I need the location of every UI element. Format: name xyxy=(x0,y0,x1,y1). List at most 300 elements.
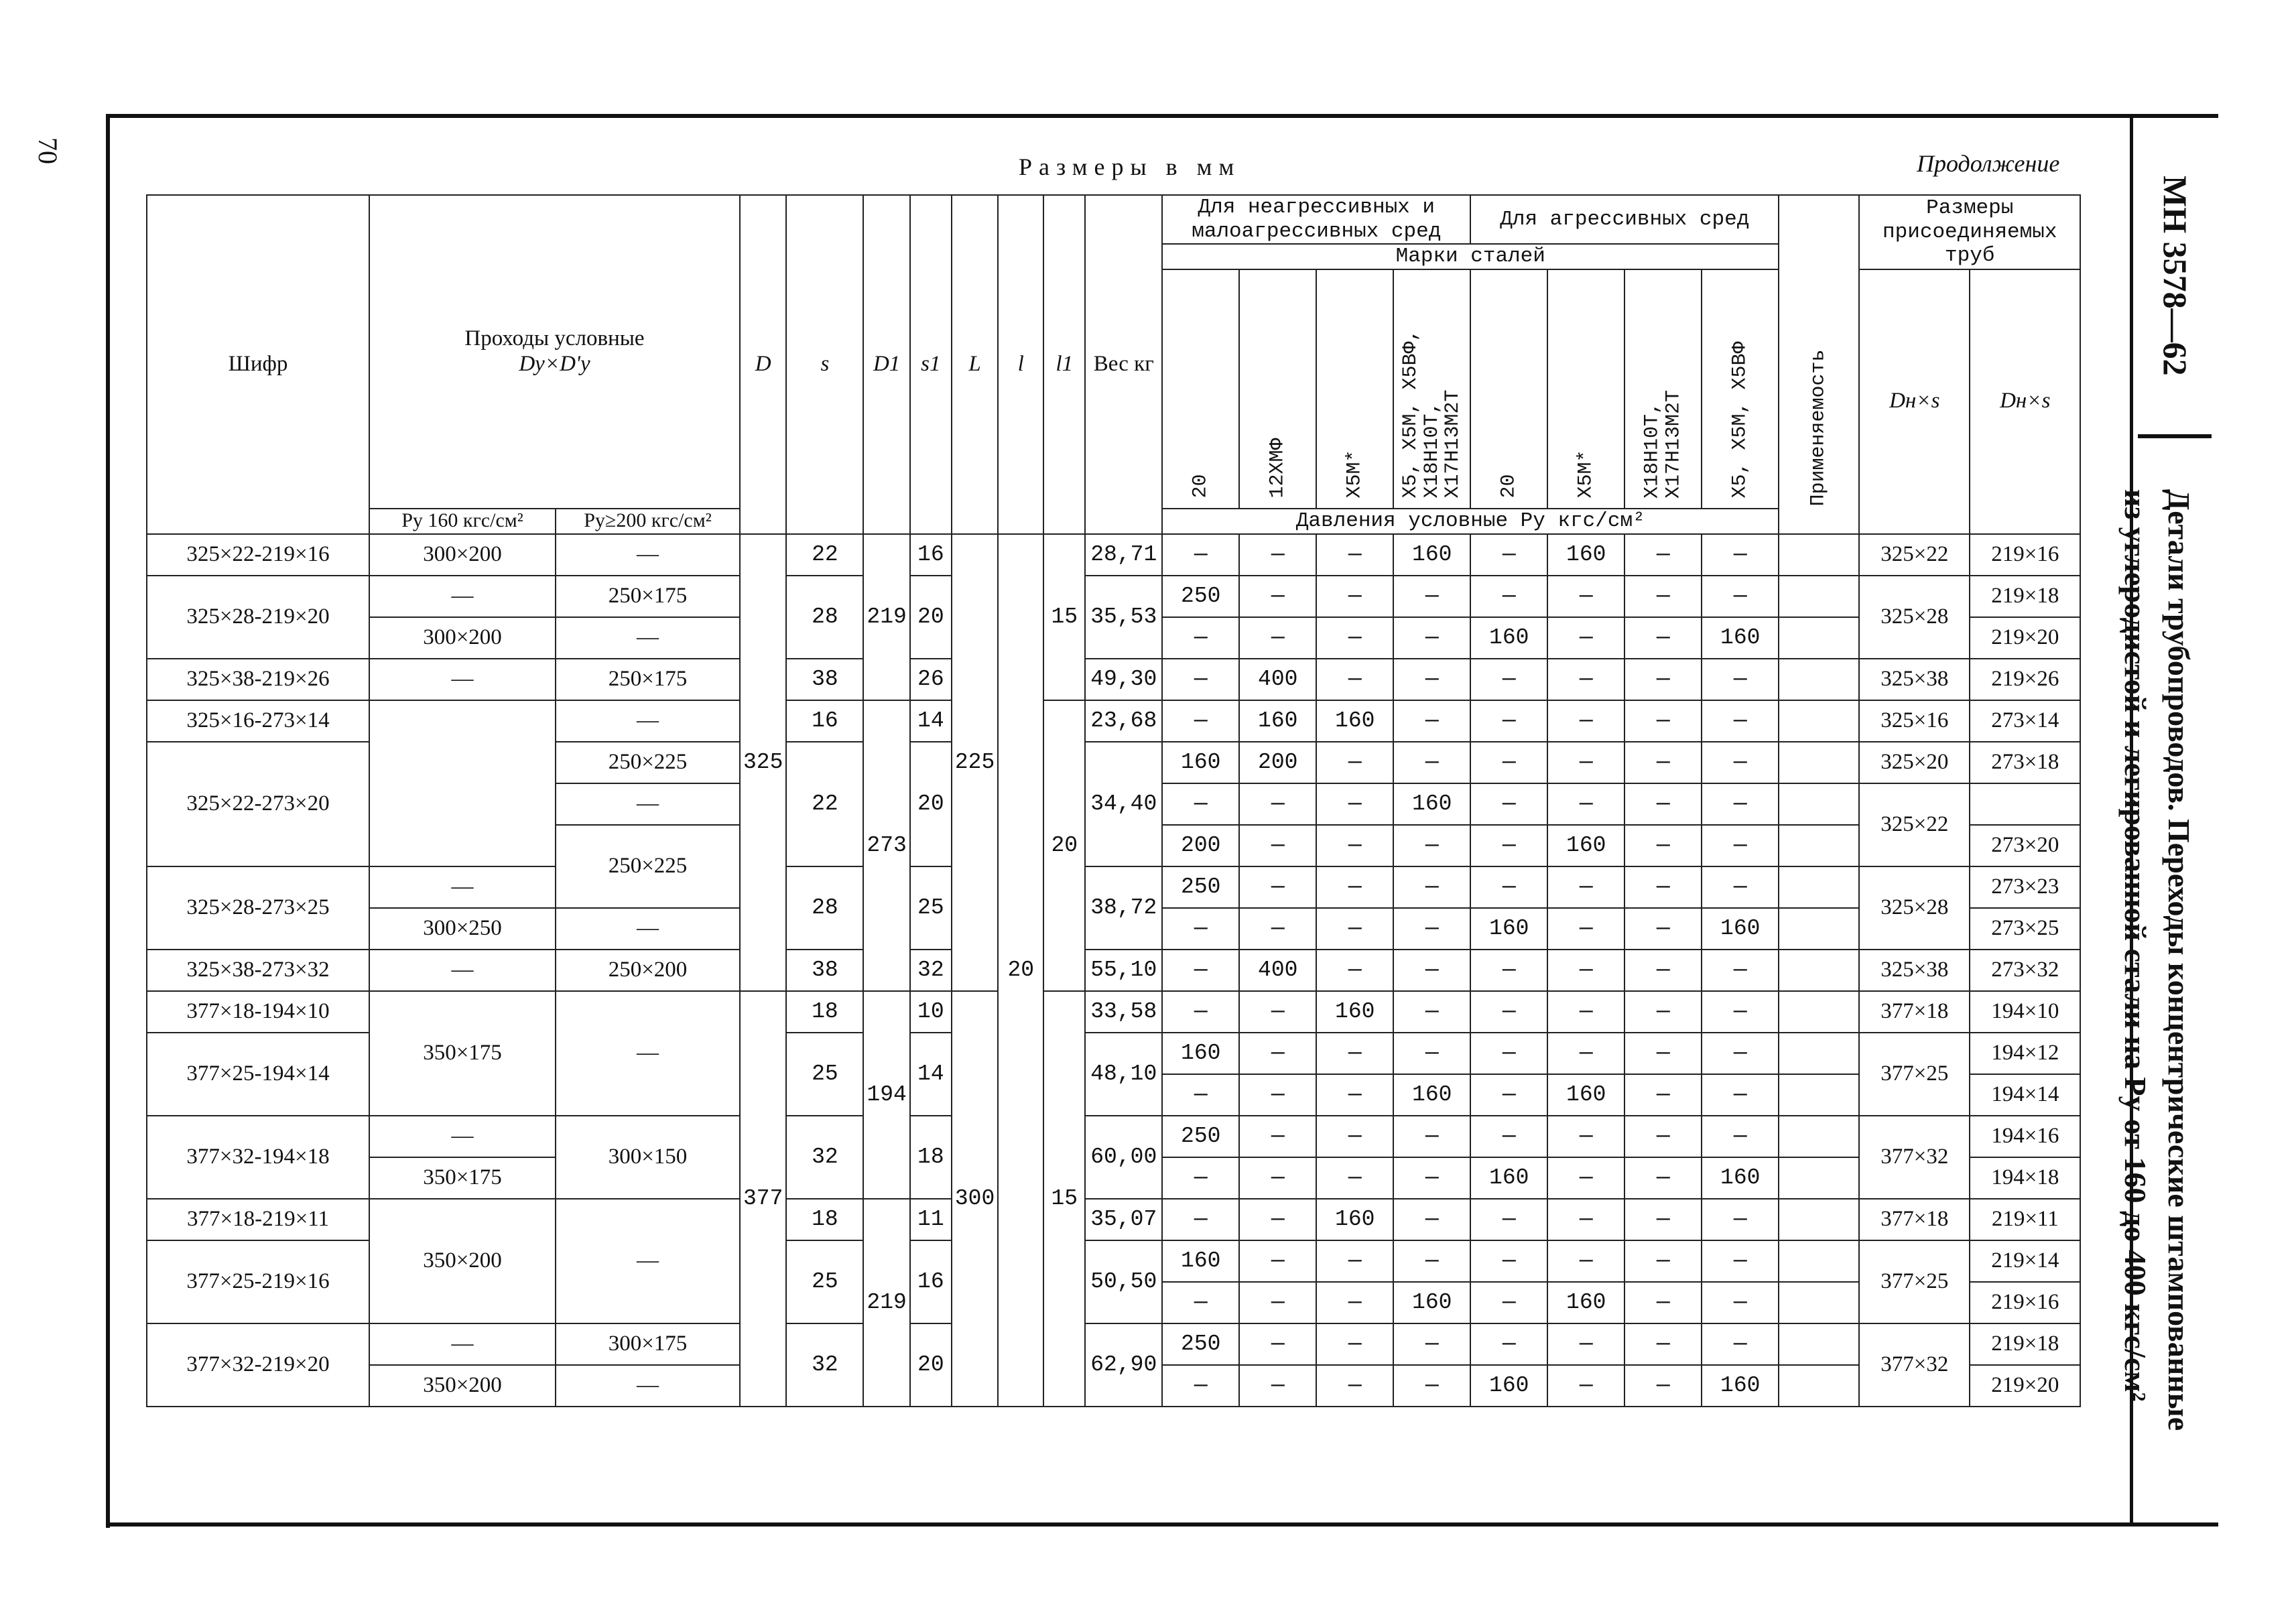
pressure-cell: — xyxy=(1239,783,1316,825)
dimension-l1-cell: 15 xyxy=(1043,991,1085,1407)
pressure-cell: — xyxy=(1624,534,1702,576)
pressure-cell: — xyxy=(1470,1116,1547,1157)
cipher-cell: 325×28-273×25 xyxy=(147,866,369,950)
connected-pipe-small-cell: 219×20 xyxy=(1970,1365,2080,1407)
grade-header-x5m-nonaggr: Х5М* xyxy=(1316,269,1393,509)
cipher-cell: 377×18-194×10 xyxy=(147,991,369,1033)
pressure-cell: — xyxy=(1393,825,1470,866)
pressure-cell: — xyxy=(1393,1240,1470,1282)
pressure-cell: — xyxy=(1393,700,1470,742)
passage-py200-cell: — xyxy=(556,700,740,742)
connected-pipe-small-cell: 194×16 xyxy=(1970,1116,2080,1157)
pressure-cell: 160 xyxy=(1702,908,1779,950)
pressure-cell: — xyxy=(1162,1074,1239,1116)
pressure-cell: — xyxy=(1624,866,1702,908)
connected-pipe-small-cell: 194×12 xyxy=(1970,1033,2080,1074)
dimension-D-cell: 325 xyxy=(740,534,786,991)
pressure-cell: — xyxy=(1239,1240,1316,1282)
applicability-cell xyxy=(1779,1365,1859,1407)
cipher-cell: 325×22-273×20 xyxy=(147,742,369,866)
applicability-cell xyxy=(1779,534,1859,576)
applicability-cell xyxy=(1779,700,1859,742)
document-title-line2: из углеродистой и легированной стали на Pу от 160 до 400 кгс/см² xyxy=(2118,489,2153,1402)
table-row xyxy=(147,991,2080,1033)
cipher-cell: 377×25-219×16 xyxy=(147,1240,369,1323)
pressure-cell: — xyxy=(1162,950,1239,991)
dimension-s1-cell: 26 xyxy=(910,659,952,700)
dimension-s-cell: 38 xyxy=(786,659,863,700)
pressure-cell: — xyxy=(1316,659,1393,700)
frame-bottom-border xyxy=(107,1522,2218,1527)
header-l: l xyxy=(998,195,1043,534)
applicability-cell xyxy=(1779,1074,1859,1116)
pressure-cell: 200 xyxy=(1162,825,1239,866)
dimension-s1-cell: 20 xyxy=(910,576,952,659)
cipher-cell: 377×32-219×20 xyxy=(147,1323,369,1407)
strip-separator xyxy=(2138,434,2212,438)
pressure-cell: 160 xyxy=(1547,534,1624,576)
frame-top-border xyxy=(107,114,2218,118)
passage-py200-cell: 250×225 xyxy=(556,742,740,783)
connected-pipe-large-cell: 325×38 xyxy=(1859,659,1970,700)
weight-cell: 35,07 xyxy=(1085,1199,1162,1240)
dimension-s-cell: 32 xyxy=(786,1323,863,1407)
dimension-D-cell: 377 xyxy=(740,991,786,1407)
cipher-cell: 325×16-273×14 xyxy=(147,700,369,742)
connected-pipe-large-cell: 325×22 xyxy=(1859,534,1970,576)
pressure-cell: — xyxy=(1624,576,1702,617)
pressure-cell: — xyxy=(1239,1074,1316,1116)
pressure-cell: — xyxy=(1470,742,1547,783)
dimension-L-cell: 225 xyxy=(952,534,998,991)
passage-py200-cell: 250×225 xyxy=(556,825,740,908)
pressure-cell: — xyxy=(1547,659,1624,700)
passage-py160-cell: 300×250 xyxy=(369,908,556,950)
dimension-s-cell: 25 xyxy=(786,1240,863,1323)
pressure-cell: — xyxy=(1624,950,1702,991)
connected-pipe-small-cell: 273×32 xyxy=(1970,950,2080,991)
applicability-cell xyxy=(1779,576,1859,617)
pressure-cell: — xyxy=(1702,1116,1779,1157)
header-non-aggressive: Для неагрессивных и малоагрессивных сред xyxy=(1162,195,1470,244)
weight-cell: 33,58 xyxy=(1085,991,1162,1033)
dimension-l1-cell: 20 xyxy=(1043,700,1085,991)
cipher-cell: 325×38-219×26 xyxy=(147,659,369,700)
dimension-s-cell: 25 xyxy=(786,1033,863,1116)
pressure-cell: — xyxy=(1316,950,1393,991)
pressure-cell: — xyxy=(1162,534,1239,576)
grade-header-12hmf: 12ХМФ xyxy=(1239,269,1316,509)
passage-py160-cell: 350×175 xyxy=(369,1157,556,1199)
pressure-cell: 160 xyxy=(1162,1240,1239,1282)
header-s: s xyxy=(786,195,863,534)
dimension-s-cell: 22 xyxy=(786,742,863,866)
dimension-s-cell: 28 xyxy=(786,576,863,659)
pressure-cell: — xyxy=(1239,1157,1316,1199)
applicability-cell xyxy=(1779,950,1859,991)
connected-pipe-large-cell: 325×22 xyxy=(1859,783,1970,866)
cipher-cell: 325×28-219×20 xyxy=(147,576,369,659)
applicability-cell xyxy=(1779,1323,1859,1365)
pressure-cell: — xyxy=(1393,576,1470,617)
table-row xyxy=(147,1323,2080,1365)
pressure-cell: — xyxy=(1239,825,1316,866)
pressure-cell: — xyxy=(1239,1116,1316,1157)
table-row xyxy=(147,866,2080,908)
header-applicability: Применяемость xyxy=(1779,195,1859,534)
header-steel-grades: Марки сталей xyxy=(1162,244,1779,269)
pressure-cell: — xyxy=(1316,1033,1393,1074)
pressure-cell: — xyxy=(1702,866,1779,908)
frame-left-border xyxy=(106,114,110,1528)
dimension-D1-cell: 273 xyxy=(863,700,909,991)
passage-py200-cell: — xyxy=(556,617,740,659)
dimension-s1-cell: 16 xyxy=(910,534,952,576)
pressure-cell: 160 xyxy=(1702,617,1779,659)
connected-pipe-large-cell: 377×18 xyxy=(1859,1199,1970,1240)
pressure-cell: — xyxy=(1470,1240,1547,1282)
dimension-s1-cell: 25 xyxy=(910,866,952,950)
applicability-cell xyxy=(1779,1116,1859,1157)
pressure-cell: — xyxy=(1162,617,1239,659)
grade-header-x5m-aggr: Х5М* xyxy=(1547,269,1624,509)
connected-pipe-small-cell: 219×14 xyxy=(1970,1240,2080,1282)
header-weight: Вес кг xyxy=(1085,195,1162,534)
applicability-cell xyxy=(1779,742,1859,783)
pressure-cell: 250 xyxy=(1162,576,1239,617)
pressure-cell: — xyxy=(1702,783,1779,825)
weight-cell: 34,40 xyxy=(1085,742,1162,866)
pressure-cell: — xyxy=(1702,534,1779,576)
connected-pipe-small-cell: 219×16 xyxy=(1970,1282,2080,1323)
page-number: 70 xyxy=(33,137,63,164)
pressure-cell: — xyxy=(1239,576,1316,617)
pressure-cell: — xyxy=(1470,783,1547,825)
passage-py160-cell: 300×200 xyxy=(369,534,556,576)
pressure-cell: — xyxy=(1316,1282,1393,1323)
passage-py160-cell: — xyxy=(369,659,556,700)
pressure-cell: — xyxy=(1547,866,1624,908)
pressure-cell: 160 xyxy=(1470,908,1547,950)
weight-cell: 28,71 xyxy=(1085,534,1162,576)
connected-pipe-large-cell: 325×16 xyxy=(1859,700,1970,742)
pressure-cell: — xyxy=(1162,1157,1239,1199)
connected-pipe-large-cell: 325×28 xyxy=(1859,576,1970,659)
table-row xyxy=(147,534,2080,576)
passage-py200-cell: 300×150 xyxy=(556,1116,740,1199)
document-title-line1: Детали трубопроводов. Переходы концентрические штампованные xyxy=(2162,489,2196,1431)
applicability-cell xyxy=(1779,1199,1859,1240)
pressure-cell: — xyxy=(1624,1199,1702,1240)
connected-pipe-small-cell: 219×18 xyxy=(1970,1323,2080,1365)
pressure-cell: 160 xyxy=(1393,783,1470,825)
pressure-cell: — xyxy=(1702,1033,1779,1074)
dimension-s1-cell: 32 xyxy=(910,950,952,991)
table-row xyxy=(147,1199,2080,1240)
dimension-s1-cell: 20 xyxy=(910,1323,952,1407)
pressure-cell: — xyxy=(1162,991,1239,1033)
passage-py200-cell: — xyxy=(556,1199,740,1323)
passage-py200-cell: 300×175 xyxy=(556,1323,740,1365)
pressure-cell: — xyxy=(1162,659,1239,700)
dimension-s-cell: 38 xyxy=(786,950,863,991)
connected-pipe-large-cell: 325×20 xyxy=(1859,742,1970,783)
pressure-cell: — xyxy=(1393,1157,1470,1199)
connected-pipe-small-cell: 273×18 xyxy=(1970,742,2080,783)
pressure-cell: 160 xyxy=(1547,1282,1624,1323)
connected-pipe-small-cell: 273×25 xyxy=(1970,908,2080,950)
cipher-cell: 377×18-219×11 xyxy=(147,1199,369,1240)
pressure-cell: — xyxy=(1239,617,1316,659)
connected-pipe-large-cell: 377×32 xyxy=(1859,1323,1970,1407)
table-row xyxy=(147,1116,2080,1157)
grade-header-x5-group-nonaggr: Х5, Х5М, Х5ВФ, Х18Н10Т, Х17Н13М2Т xyxy=(1393,269,1470,509)
pressure-cell: — xyxy=(1470,1199,1547,1240)
passage-py160-cell: — xyxy=(369,576,556,617)
pressure-cell: — xyxy=(1162,1199,1239,1240)
header-dn-s-right: Dн×s xyxy=(1970,269,2080,534)
spec-table xyxy=(146,194,2081,1407)
pressure-cell: — xyxy=(1624,1240,1702,1282)
connected-pipe-small-cell: 219×26 xyxy=(1970,659,2080,700)
header-l1: l1 xyxy=(1043,195,1085,534)
passage-py200-cell: — xyxy=(556,783,740,825)
pressure-cell: 160 xyxy=(1316,700,1393,742)
pressure-cell: — xyxy=(1547,1365,1624,1407)
dimension-s1-cell: 14 xyxy=(910,700,952,742)
pressure-cell: — xyxy=(1316,908,1393,950)
weight-cell: 49,30 xyxy=(1085,659,1162,700)
connected-pipe-small-cell: 194×14 xyxy=(1970,1074,2080,1116)
pressure-cell: — xyxy=(1702,576,1779,617)
pressure-cell: — xyxy=(1393,950,1470,991)
pressure-cell: — xyxy=(1393,742,1470,783)
applicability-cell xyxy=(1779,1240,1859,1282)
pressure-cell: — xyxy=(1702,659,1779,700)
pressure-cell: — xyxy=(1316,617,1393,659)
pressure-cell: — xyxy=(1624,742,1702,783)
passage-py200-cell: 250×175 xyxy=(556,659,740,700)
dimension-L-cell: 300 xyxy=(952,991,998,1407)
pressure-cell: — xyxy=(1547,991,1624,1033)
dimension-s-cell: 28 xyxy=(786,866,863,950)
connected-pipe-small-cell: 273×23 xyxy=(1970,866,2080,908)
pressure-cell: — xyxy=(1393,1365,1470,1407)
pressure-cell: — xyxy=(1547,1116,1624,1157)
pressure-cell: — xyxy=(1470,1323,1547,1365)
pressure-cell: — xyxy=(1470,659,1547,700)
pressure-cell: — xyxy=(1624,825,1702,866)
pressure-cell: — xyxy=(1470,576,1547,617)
pressure-cell: 160 xyxy=(1239,700,1316,742)
applicability-cell xyxy=(1779,1033,1859,1074)
pressure-cell: — xyxy=(1316,825,1393,866)
pressure-cell: — xyxy=(1624,991,1702,1033)
weight-cell: 35,53 xyxy=(1085,576,1162,659)
pressure-cell: — xyxy=(1239,1199,1316,1240)
cipher-cell: 377×25-194×14 xyxy=(147,1033,369,1116)
connected-pipe-small-cell: 194×18 xyxy=(1970,1157,2080,1199)
pressure-cell: — xyxy=(1470,534,1547,576)
pressure-cell: — xyxy=(1393,1116,1470,1157)
pressure-cell: — xyxy=(1393,659,1470,700)
passage-py200-cell: 250×200 xyxy=(556,950,740,991)
passage-py200-cell: 250×175 xyxy=(556,576,740,617)
pressure-cell: — xyxy=(1547,576,1624,617)
grade-header-x5-group-aggr: Х5, Х5М, Х5ВФ xyxy=(1702,269,1779,509)
connected-pipe-small-cell: 219×11 xyxy=(1970,1199,2080,1240)
applicability-cell xyxy=(1779,825,1859,866)
applicability-cell xyxy=(1779,783,1859,825)
size-unit-note: Размеры в мм xyxy=(1019,153,1241,180)
passage-py160-cell: — xyxy=(369,1323,556,1365)
pressure-cell: — xyxy=(1547,1240,1624,1282)
pressure-cell: — xyxy=(1547,783,1624,825)
standard-number: МН 3578—62 xyxy=(2157,176,2194,376)
pressure-cell: — xyxy=(1316,576,1393,617)
pressure-cell: — xyxy=(1624,700,1702,742)
applicability-cell xyxy=(1779,866,1859,908)
weight-cell: 50,50 xyxy=(1085,1240,1162,1323)
passage-py200-cell: — xyxy=(556,908,740,950)
dimension-s1-cell: 18 xyxy=(910,1116,952,1199)
pressure-cell: — xyxy=(1316,1240,1393,1282)
pressure-cell: — xyxy=(1393,1199,1470,1240)
pressure-cell: — xyxy=(1162,1365,1239,1407)
pressure-cell: — xyxy=(1316,866,1393,908)
header-aggressive: Для агрессивных сред xyxy=(1470,195,1779,244)
pressure-cell: — xyxy=(1702,1323,1779,1365)
passage-py160-cell: — xyxy=(369,1116,556,1157)
connected-pipe-large-cell: 325×28 xyxy=(1859,866,1970,950)
pressure-cell: 160 xyxy=(1393,1074,1470,1116)
pressure-cell: — xyxy=(1624,617,1702,659)
cipher-cell: 325×22-219×16 xyxy=(147,534,369,576)
pressure-cell: — xyxy=(1547,950,1624,991)
connected-pipe-large-cell: 377×18 xyxy=(1859,991,1970,1033)
pressure-cell: 160 xyxy=(1316,991,1393,1033)
weight-cell: 62,90 xyxy=(1085,1323,1162,1407)
passage-py160-cell: — xyxy=(369,950,556,991)
connected-pipe-small-cell: 273×20 xyxy=(1970,825,2080,866)
pressure-cell: — xyxy=(1547,1199,1624,1240)
pressure-cell: — xyxy=(1702,1199,1779,1240)
pressure-cell: — xyxy=(1702,1240,1779,1282)
pressure-cell: — xyxy=(1162,1282,1239,1323)
dimension-s-cell: 32 xyxy=(786,1116,863,1199)
pressure-cell: 160 xyxy=(1393,1282,1470,1323)
pressure-cell: 160 xyxy=(1702,1365,1779,1407)
grade-header-20-nonaggr: 20 xyxy=(1162,269,1239,509)
passage-py160-cell: 350×200 xyxy=(369,1199,556,1323)
pressure-cell: — xyxy=(1470,1282,1547,1323)
grade-header-20-aggr: 20 xyxy=(1470,269,1547,509)
pressure-cell: — xyxy=(1702,950,1779,991)
weight-cell: 48,10 xyxy=(1085,1033,1162,1116)
pressure-cell: — xyxy=(1316,783,1393,825)
pressure-cell: — xyxy=(1547,700,1624,742)
pressure-cell: 160 xyxy=(1393,534,1470,576)
pressure-cell: 160 xyxy=(1547,1074,1624,1116)
cipher-cell: 377×32-194×18 xyxy=(147,1116,369,1199)
connected-pipe-small-cell: 219×20 xyxy=(1970,617,2080,659)
weight-cell: 60,00 xyxy=(1085,1116,1162,1199)
pressure-cell: 160 xyxy=(1162,742,1239,783)
pressure-cell: — xyxy=(1393,866,1470,908)
dimension-l1-cell: 15 xyxy=(1043,534,1085,700)
passage-py160-cell xyxy=(369,700,556,866)
pressure-cell: 250 xyxy=(1162,1323,1239,1365)
cipher-cell: 325×38-273×32 xyxy=(147,950,369,991)
applicability-cell xyxy=(1779,908,1859,950)
pressure-cell: — xyxy=(1316,534,1393,576)
connected-pipe-small-cell: 273×14 xyxy=(1970,700,2080,742)
pressure-cell: 160 xyxy=(1470,1365,1547,1407)
pressure-cell: — xyxy=(1624,1033,1702,1074)
pressure-cell: — xyxy=(1239,534,1316,576)
pressure-cell: 160 xyxy=(1470,1157,1547,1199)
table-row xyxy=(147,576,2080,617)
pressure-cell: — xyxy=(1239,991,1316,1033)
applicability-cell xyxy=(1779,1157,1859,1199)
pressure-cell: 400 xyxy=(1239,950,1316,991)
pressure-cell: — xyxy=(1316,1074,1393,1116)
dimension-l-cell: 20 xyxy=(998,534,1043,1407)
pressure-cell: — xyxy=(1239,908,1316,950)
weight-cell: 55,10 xyxy=(1085,950,1162,991)
pressure-cell: — xyxy=(1624,1282,1702,1323)
dimension-s-cell: 16 xyxy=(786,700,863,742)
pressure-cell: 250 xyxy=(1162,866,1239,908)
passage-py160-cell: 300×200 xyxy=(369,617,556,659)
passage-py200-cell: — xyxy=(556,1365,740,1407)
pressure-cell: — xyxy=(1316,1323,1393,1365)
pressure-cell: — xyxy=(1470,950,1547,991)
pressure-cell: — xyxy=(1702,991,1779,1033)
pressure-cell: 160 xyxy=(1470,617,1547,659)
pressure-cell: — xyxy=(1547,1323,1624,1365)
pressure-cell: — xyxy=(1547,908,1624,950)
dimension-s-cell: 22 xyxy=(786,534,863,576)
pressure-cell: — xyxy=(1162,908,1239,950)
passage-py160-cell: — xyxy=(369,866,556,908)
pressure-cell: — xyxy=(1470,991,1547,1033)
pressure-cell: 250 xyxy=(1162,1116,1239,1157)
pressure-cell: — xyxy=(1624,1323,1702,1365)
header-s1: s1 xyxy=(910,195,952,534)
table-row xyxy=(147,950,2080,991)
pressure-cell: — xyxy=(1393,617,1470,659)
passage-py160-cell: 350×175 xyxy=(369,991,556,1116)
pressure-cell: — xyxy=(1624,659,1702,700)
connected-pipe-large-cell: 325×38 xyxy=(1859,950,1970,991)
dimension-s1-cell: 16 xyxy=(910,1240,952,1323)
passage-py200-cell: — xyxy=(556,991,740,1116)
table-row xyxy=(147,700,2080,742)
passage-py200-cell: — xyxy=(556,534,740,576)
header-passages: Проходы условные Dу×D'у xyxy=(369,195,740,509)
connected-pipe-small-cell: 219×18 xyxy=(1970,576,2080,617)
pressure-cell: 400 xyxy=(1239,659,1316,700)
pressure-cell: — xyxy=(1239,1282,1316,1323)
pressure-cell: 200 xyxy=(1239,742,1316,783)
applicability-cell xyxy=(1779,659,1859,700)
pressure-cell: — xyxy=(1393,991,1470,1033)
dimension-s1-cell: 10 xyxy=(910,991,952,1033)
passage-py160-cell: 350×200 xyxy=(369,1365,556,1407)
header-D: D xyxy=(740,195,786,534)
pressure-cell: — xyxy=(1393,1323,1470,1365)
